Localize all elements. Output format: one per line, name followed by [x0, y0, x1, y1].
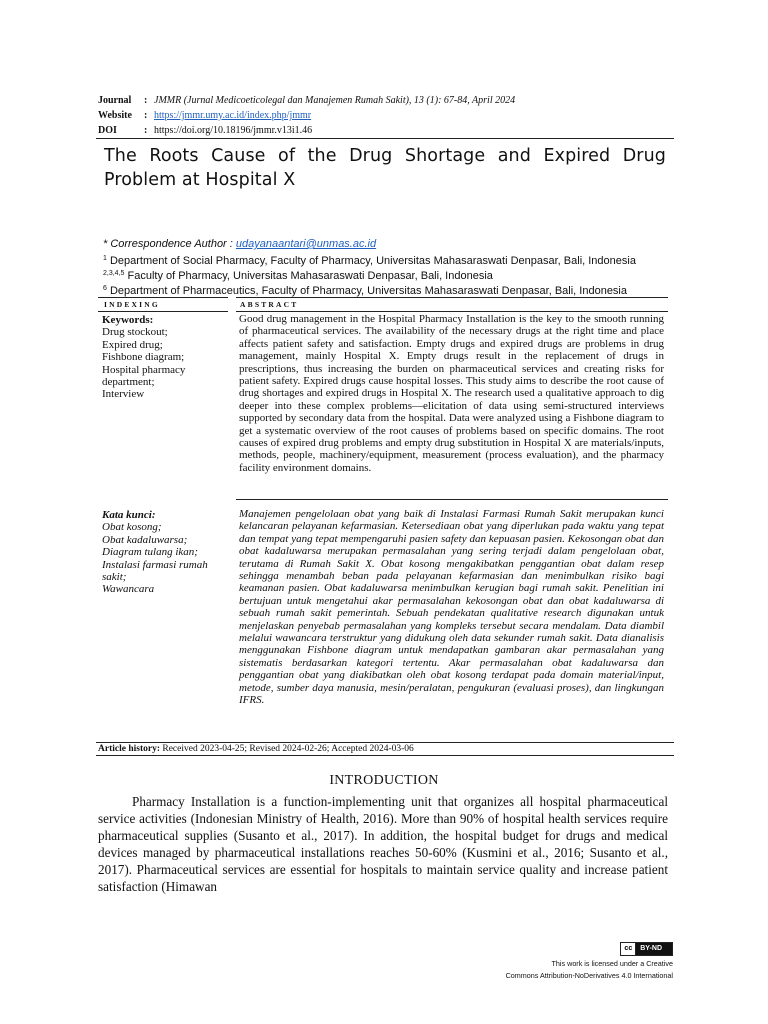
kata-kunci-item: Obat kadaluwarsa; — [102, 533, 188, 546]
doi-value[interactable]: https://doi.org/10.18196/jmmr.v13i1.46 — [154, 125, 313, 136]
website-row — [98, 108, 515, 123]
website-link[interactable]: https://jmmr.umy.ac.id/index.php/jmmr — [154, 110, 312, 121]
cc-icon: cc — [621, 943, 636, 955]
article-title: The Roots Cause of the Drug Shortage and Expired Drug Problem at Hospital X — [104, 146, 666, 190]
journal-meta — [98, 93, 515, 138]
keywords-block — [102, 314, 230, 401]
keyword-item: Expired drug; — [102, 338, 163, 351]
by-nd-icon: BY-ND — [636, 943, 672, 955]
doi-key: DOI — [98, 125, 117, 136]
kata-kunci-heading: Kata kunci: — [102, 509, 156, 521]
indexing-label: INDEXING — [104, 300, 160, 309]
affiliation-2-text: Faculty of Pharmacy, Universitas Mahasaraswati Denpasar, Bali, Indonesia — [127, 270, 493, 282]
indexing-rule-top — [98, 297, 228, 298]
abstract-indonesian: Manajemen pengelolaan obat yang baik di Instalasi Farmasi Rumah Sakit merupakan kunci kelancaran pelayanan kefarmasian. Ketersediaan obat yang diperlukan pada waktu yang tepat dan tempat yang tepat mempengaruhi pasien safety dan kepuasan pasien. Kekosongan obat dan obat kadaluwarsa merupakan permasalahan yang sering terjadi dalam pengelolaan obat, terutama di Rumah Sakit X. Obat kosong mengakibatkan penggantian obat dalam resep sehingga menambah beban pada pelayanan kefarmasian dan menimbulkan risiko bagi keamanan pasien. Obat kadaluwarsa menimbulkan kerugian bagi rumah sakit. Penelitian ini bertujuan untuk mengetahui akar permasalahan kekosongan obat dan obat kadaluwarsa di sebuah rumah sakit pemerintah. Sebuah pendekatan qualitative research digunakan untuk menjelaskan penyebab permasalahan yang kompleks tersebut secara mendalam. Data diambil melalui wawancara terstruktur yang didukung oleh data sekunder rumah sakit. Data dianalisis menggunakan Fishbone diagram untuk mendapatkan gambaran akar permasalahan yang sistematis berdasarkan kategori tertentu. Akar permasalahan obat kadaluwarsa dan penggantian obat yang diakibatkan oleh obat kosong terdapat pada domain material/input, metode, sumber daya manusia, mesin/peralatan, pengukuran (evaluasi proses), dan lingkungan IFRS. — [239, 508, 664, 707]
affiliation-1-sup: 1 — [103, 255, 107, 262]
history-rule-bottom — [96, 755, 674, 756]
keywords-heading: Keywords: — [102, 314, 154, 326]
affiliation-1-text: Department of Social Pharmacy, Faculty of Pharmacy, Universitas Mahasaraswati Denpasar, Bali, Indonesia — [109, 255, 636, 267]
introduction-heading: INTRODUCTION — [329, 773, 439, 788]
abstract-rule-bottom — [236, 311, 668, 312]
kata-kunci-item: Obat kosong; — [102, 521, 162, 534]
cc-by-nd-badge[interactable] — [620, 942, 673, 956]
correspondence-email-link[interactable]: udayanaantari@unmas.ac.id — [235, 238, 377, 250]
doi-row — [98, 123, 515, 138]
article-history — [98, 743, 414, 755]
license-notice — [473, 942, 673, 982]
abstract-separator — [236, 499, 668, 500]
keyword-item: Drug stockout; — [102, 326, 168, 339]
keyword-item: Fishbone diagram; — [102, 351, 185, 364]
kata-kunci-item: Diagram tulang ikan; — [102, 546, 198, 559]
kata-kunci-block — [102, 509, 230, 596]
affiliation-2-sup: 2,3,4,5 — [103, 270, 125, 277]
journal-key: Journal — [98, 95, 132, 106]
journal-row — [98, 93, 515, 108]
correspondence-label: * Correspondence Author : — [103, 238, 236, 250]
journal-sep: : — [144, 95, 148, 106]
license-line-2: Commons Attribution-NoDerivatives 4.0 International — [505, 971, 673, 980]
history-label: Article history: — [98, 744, 160, 754]
website-key: Website — [98, 110, 132, 121]
keyword-item: Interview — [102, 388, 145, 401]
abstract-english: Good drug management in the Hospital Pharmacy Installation is the key to the smooth running of pharmaceutical services. The availability of the necessary drugs at the right time and place affects patient safety and satisfaction. Empty drugs and expired drugs are problems in drug management, mainly Hospital X. Empty drugs result in the replacement of drugs in prescriptions, thus increasing the burden on pharmaceutical services and creating risks for patient safety. Expired drugs cause hospital losses. This study aims to describe the root cause of drug shortages and expired drugs in Hospital X. The research used a qualitative approach to dig deeper into these complex problems—elicitation of data using semi-structured interviews supported by secondary data from the hospital. Data were analyzed using a Fishbone diagram to get a systematic overview of the root causes of problems based on specific domains. The root causes of expired drug problems and empty drug substitution in Hospital X are materials/inputs, methods, people, machinery/equipment, measurement (process evaluation), and the pharmacy facility environment domains. — [239, 313, 664, 474]
history-dates: Received 2023-04-25; Revised 2024-02-26; Accepted 2024-03-06 — [160, 744, 414, 754]
introduction-paragraph: Pharmacy Installation is a function-implementing unit that organizes all hospital pharmaceutical service activities (Indonesian Ministry of Health, 2016). More than 90% of hospital health services require pharmaceutical supplies (Susanto et al., 2017). In addition, the hospital budget for drugs and medical devices managed by pharmaceutical installations reaches 50-60% (Kusmini et al., 2016; Susanto et al., 2017). Pharmaceutical services are essential for hospitals to maintain service quality and increase patient satisfaction (Himawan — [98, 794, 668, 894]
indexing-rule-bottom — [98, 311, 228, 312]
keyword-item: Hospital pharmacy department; — [102, 363, 186, 389]
correspondence — [103, 237, 376, 252]
abstract-label: ABSTRACT — [240, 300, 299, 309]
website-sep: : — [144, 110, 148, 121]
abstract-rule-top — [236, 297, 668, 298]
doi-sep: : — [144, 125, 148, 136]
journal-value: JMMR (Jurnal Medicoeticolegal dan Manajemen Rumah Sakit), 13 (1): 67-84, April 2024 — [154, 95, 516, 106]
header-rule — [96, 138, 674, 139]
affiliation-3 — [103, 282, 627, 298]
affiliation-3-sup: 6 — [103, 285, 107, 292]
affiliation-3-text: Department of Pharmaceutics, Faculty of Pharmacy, Universitas Mahasaraswati Denpasar, Bali, Indonesia — [109, 285, 627, 297]
license-line-1: This work is licensed under a Creative — [551, 959, 673, 968]
affiliation-1 — [103, 252, 636, 268]
kata-kunci-item: Instalasi farmasi rumah sakit; — [102, 558, 208, 584]
kata-kunci-item: Wawancara — [102, 583, 155, 596]
affiliation-2 — [103, 267, 493, 283]
